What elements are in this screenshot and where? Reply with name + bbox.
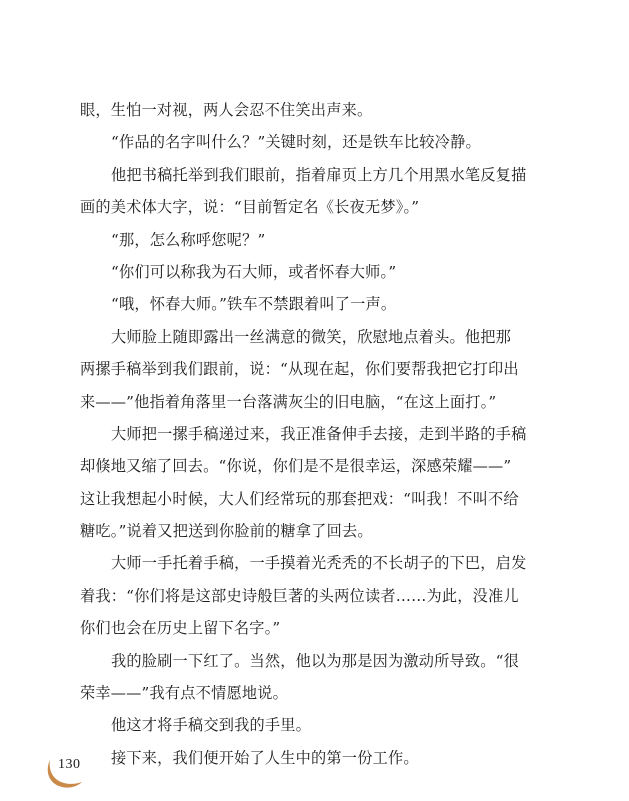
text-line: 来——”他指着角落里一台落满灰尘的旧电脑，“在这上面打。” <box>80 392 497 411</box>
text-line: 你们也会在历史上留下名字。” <box>80 619 281 638</box>
body-text <box>80 94 548 774</box>
text-line: 糖吃。”说着又把送到你脸前的糖拿了回去。 <box>80 522 373 541</box>
text-line: 这让我想起小时候，大人们经常玩的那套把戏：“叫我！不叫不给 <box>80 489 519 508</box>
text-line: “你们可以称我为石大师，或者怀春大师。” <box>111 262 397 281</box>
page-number: 130 <box>58 757 81 772</box>
text-line: 大师脸上随即露出一丝满意的微笑，欣慰地点着头。他把那 <box>111 327 512 346</box>
text-line: 两摞手稿举到我们跟前，说：“从现在起，你们要帮我把它打印出 <box>80 360 519 379</box>
text-line: “那，怎么称呼您呢？” <box>111 230 266 249</box>
text-line: 接下来，我们便开始了人生中的第一份工作。 <box>111 748 419 767</box>
text-line: 我的脸刷一下红了。当然，他以为那是因为激动所导致。“很 <box>111 651 520 670</box>
text-line: “哦，怀春大师。”铁车不禁跟着叫了一声。 <box>111 295 397 314</box>
text-line: 他这才将手稿交到我的手里。 <box>111 716 312 735</box>
text-line: 画的美术体大字，说：“目前暂定名《长夜无梦》。” <box>80 198 420 217</box>
text-line: “作品的名字叫什么？”关键时刻，还是铁车比较冷静。 <box>111 133 481 152</box>
text-line: 却倏地又缩了回去。“你说，你们是不是很幸运，深感荣耀——” <box>80 457 512 476</box>
text-line: 眼，生怕一对视，两人会忍不住笑出声来。 <box>80 101 373 119</box>
text-line: 着我：“你们将是这部史诗般巨著的头两位读者……为此，没准儿 <box>80 586 519 605</box>
text-line: 大师把一摞手稿递过来，我正准备伸手去接，走到半路的手稿 <box>111 424 527 443</box>
text-line: 他把书稿托举到我们眼前，指着扉页上方几个用黑水笔反复描 <box>111 165 527 184</box>
text-line: 荣幸——”我有点不情愿地说。 <box>80 684 289 703</box>
text-line: 大师一手托着手稿，一手摸着光秃秃的不长胡子的下巴，启发 <box>111 554 527 573</box>
